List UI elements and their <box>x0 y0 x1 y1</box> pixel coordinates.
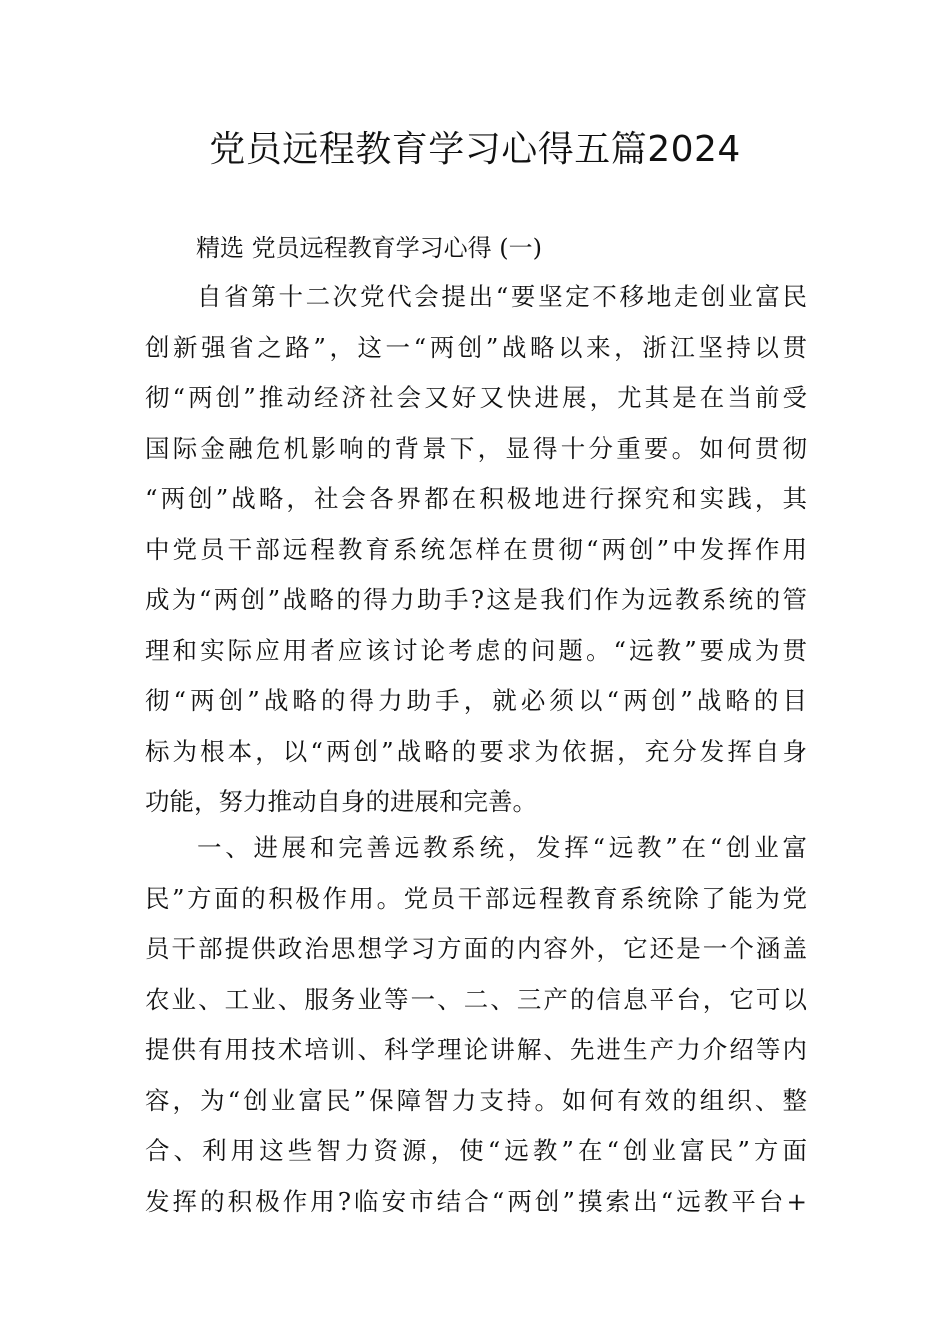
paragraph-2 <box>145 823 807 1227</box>
text-line: 彻“两创”推动经济社会又好又快进展，尤其是在当前受 <box>145 383 807 412</box>
text-line: 彻“两创”战略的得力助手，就必须以“两创”战略的目 <box>145 686 807 715</box>
document-title: 党员远程教育学习心得五篇2024 <box>209 129 741 170</box>
text-line: 国际金融危机影响的背景下，显得十分重要。如何贯彻 <box>145 433 807 463</box>
text-line: 成为“两创”战略的得力助手?这是我们作为远教系统的管 <box>145 585 807 614</box>
text-line: 功能，努力推动自身的进展和完善。 <box>145 787 537 816</box>
text-line: 提供有用技术培训、科学理论讲解、先进生产力介绍等内 <box>145 1035 807 1064</box>
text-line: 发挥的积极作用?临安市结合“两创”摸索出“远教平台+ <box>145 1186 807 1216</box>
text-line: 民”方面的积极作用。党员干部远程教育系统除了能为党 <box>145 883 807 913</box>
text-line: 容，为“创业富民”保障智力支持。如何有效的组织、整 <box>145 1085 807 1115</box>
text-line: 标为根本，以“两创”战略的要求为依据，充分发挥自身 <box>145 736 807 766</box>
text-line: 一、进展和完善远教系统，发挥“远教”在“创业富 <box>197 833 807 862</box>
text-line: 理和实际应用者应该讨论考虑的问题。“远教”要成为贯 <box>145 635 807 665</box>
text-line: 农业、工业、服务业等一、二、三产的信息平台，它可以 <box>145 984 807 1014</box>
section-subtitle: 精选 党员远程教育学习心得 (一) <box>196 234 542 262</box>
text-line: 创新强省之路”，这一“两创”战略以来，浙江坚持以贯 <box>145 332 807 362</box>
paragraph-1 <box>145 272 807 828</box>
text-line: 员干部提供政治思想学习方面的内容外，它还是一个涵盖 <box>145 934 807 963</box>
text-line: 自省第十二次党代会提出“要坚定不移地走创业富民 <box>197 282 807 311</box>
text-line: “两创”战略，社会各界都在积极地进行探究和实践，其 <box>145 484 807 513</box>
text-line: 中党员干部远程教育系统怎样在贯彻“两创”中发挥作用 <box>145 534 807 564</box>
text-line: 合、利用这些智力资源，使“远教”在“创业富民”方面 <box>145 1136 807 1165</box>
